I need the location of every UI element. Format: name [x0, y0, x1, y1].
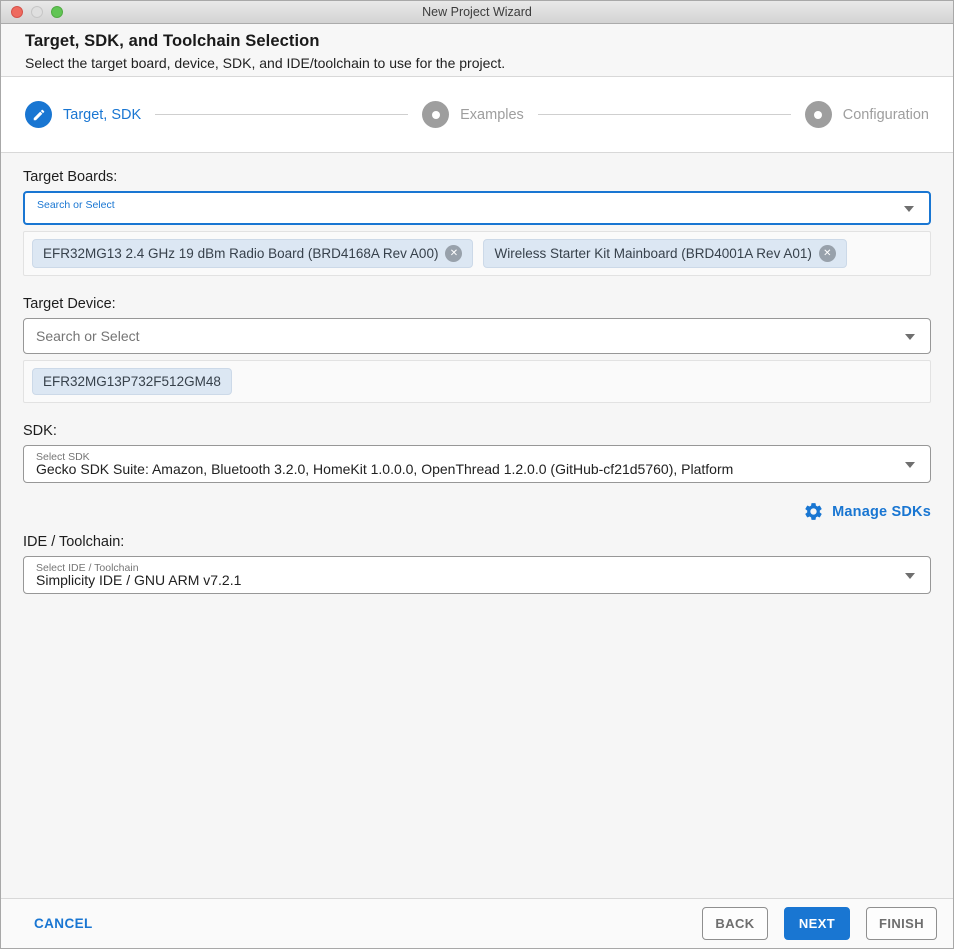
board-chip: [32, 239, 473, 268]
stepper-connector: [538, 114, 791, 115]
remove-chip-icon[interactable]: ✕: [819, 245, 836, 262]
close-window-button[interactable]: [11, 6, 23, 18]
pencil-icon: [25, 101, 52, 128]
cancel-button[interactable]: CANCEL: [34, 916, 93, 931]
target-device-chips: [23, 360, 931, 403]
remove-chip-icon[interactable]: ✕: [445, 245, 462, 262]
target-device-label: Target Device:: [23, 296, 116, 312]
stepper-connector: [155, 114, 408, 115]
chip-label: EFR32MG13P732F512GM48: [43, 374, 221, 389]
wizard-footer: [1, 898, 953, 948]
dot-icon: [422, 101, 449, 128]
step-label: Configuration: [842, 106, 929, 123]
sdk-field-label: Select SDK: [36, 451, 90, 463]
sdk-combobox[interactable]: [23, 445, 931, 483]
step-label: Target, SDK: [63, 106, 142, 123]
dot-icon: [805, 101, 832, 128]
device-chip: [32, 368, 232, 395]
ide-toolchain-field-label: Select IDE / Toolchain: [36, 562, 139, 574]
traffic-lights: [11, 6, 63, 18]
chevron-down-icon[interactable]: [905, 462, 915, 468]
chip-label: Wireless Starter Kit Mainboard (BRD4001A Rev A01): [494, 246, 812, 261]
wizard-header: [1, 24, 953, 77]
chevron-down-icon[interactable]: [905, 573, 915, 579]
minimize-window-button: [31, 6, 43, 18]
manage-sdks-button[interactable]: [23, 501, 931, 522]
finish-button[interactable]: FINISH: [866, 907, 937, 940]
board-chip: [483, 239, 846, 268]
page-subtitle: Select the target board, device, SDK, and IDE/toolchain to use for the project.: [25, 55, 506, 71]
gear-icon: [803, 501, 824, 522]
window-titlebar: [1, 1, 953, 24]
chevron-down-icon[interactable]: [905, 334, 915, 340]
target-device-combobox[interactable]: [23, 318, 931, 354]
target-device-placeholder: Search or Select: [36, 328, 140, 344]
wizard-content: [1, 153, 953, 898]
step-label: Examples: [460, 106, 524, 123]
target-boards-label: Target Boards:: [23, 169, 118, 185]
target-boards-placeholder: Search or Select: [37, 199, 115, 211]
window-title: New Project Wizard: [422, 5, 532, 19]
zoom-window-button[interactable]: [51, 6, 63, 18]
target-boards-chips: [23, 231, 931, 276]
ide-toolchain-selected-value: Simplicity IDE / GNU ARM v7.2.1: [36, 572, 242, 588]
step-target-sdk[interactable]: [25, 101, 141, 128]
wizard-stepper: [1, 77, 953, 153]
next-button[interactable]: NEXT: [784, 907, 850, 940]
chevron-down-icon[interactable]: [904, 206, 914, 212]
sdk-label: SDK:: [23, 423, 57, 439]
sdk-selected-value: Gecko SDK Suite: Amazon, Bluetooth 3.2.0, HomeKit 1.0.0.0, OpenThread 1.2.0.0 (GitHub-cf21d5760), Platform: [36, 461, 734, 477]
ide-toolchain-combobox[interactable]: [23, 556, 931, 594]
manage-sdks-label: Manage SDKs: [832, 503, 931, 520]
target-boards-combobox[interactable]: [23, 191, 931, 225]
chip-label: EFR32MG13 2.4 GHz 19 dBm Radio Board (BRD4168A Rev A00): [43, 246, 439, 261]
step-configuration[interactable]: [805, 101, 929, 128]
page-title: Target, SDK, and Toolchain Selection: [25, 32, 320, 50]
back-button[interactable]: BACK: [702, 907, 768, 940]
step-examples[interactable]: [422, 101, 524, 128]
ide-toolchain-label: IDE / Toolchain:: [23, 534, 125, 550]
